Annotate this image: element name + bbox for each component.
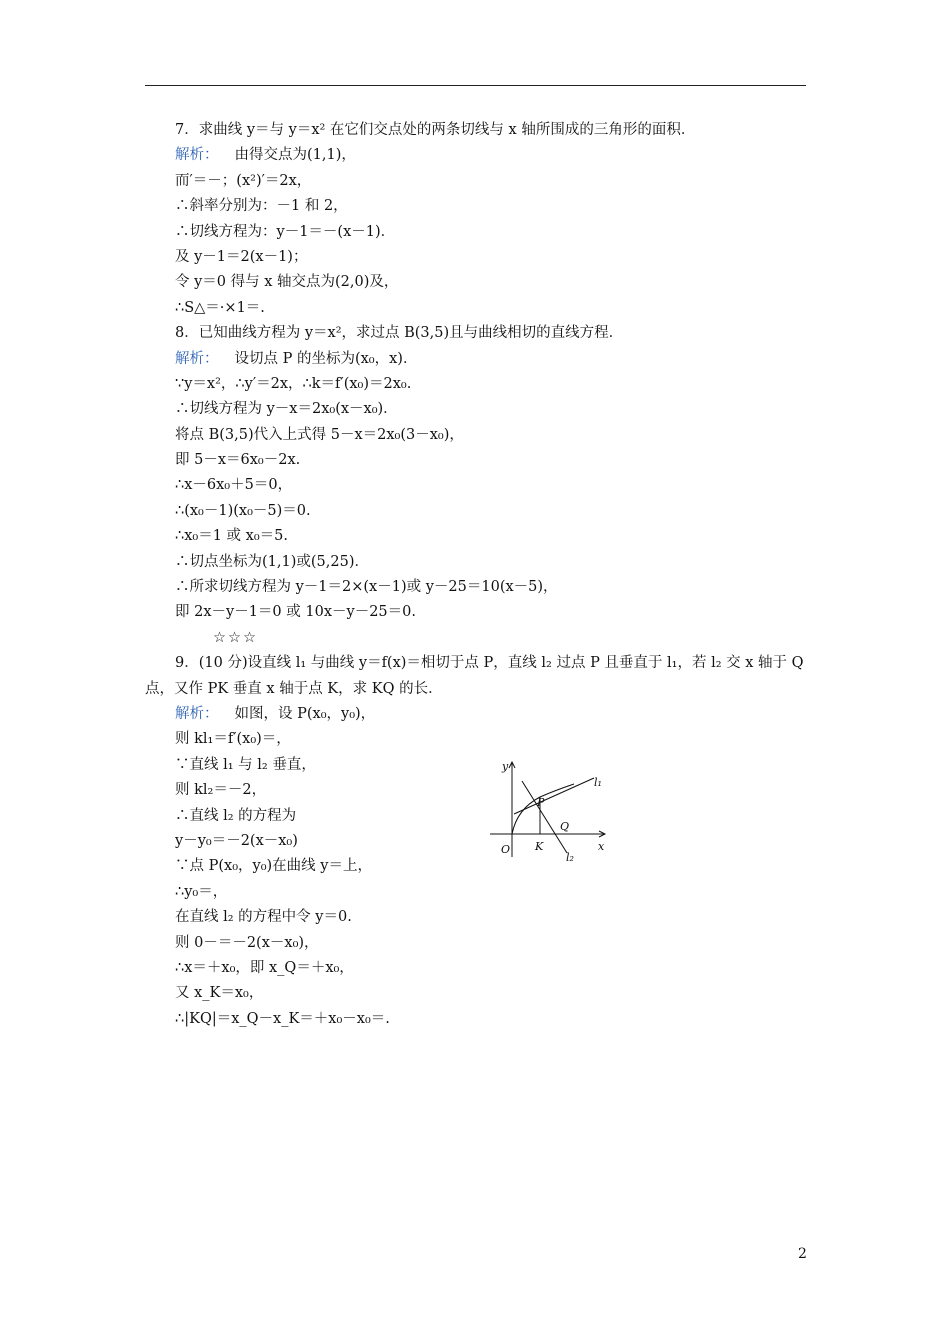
- page-number: 2: [798, 1246, 807, 1262]
- document-body: [145, 118, 815, 1032]
- label-x: x: [598, 840, 605, 853]
- q8-solution-first-text: 设切点 P 的坐标为(x₀，x)．: [234, 350, 418, 367]
- q8-solution-first: [145, 347, 815, 372]
- header-rule: [145, 85, 806, 86]
- q7-line: ∴斜率分别为：－1 和 2，: [175, 198, 348, 215]
- q8-line: 将点 B(3,5)代入上式得 5－x＝2x₀(3－x₀)，: [175, 426, 464, 443]
- q7-line: ∴S△＝·×1＝.: [175, 299, 265, 316]
- q7-line: 及 y－1＝2(x－1)；: [175, 248, 308, 265]
- q8-line: 即 2x－y－1＝0 或 10x－y－25＝0.: [175, 604, 416, 621]
- q8-line: ∵y＝x²，∴y′＝2x，∴k＝f′(x₀)＝2x₀.: [175, 375, 412, 392]
- q9-line: ∵点 P(x₀，y₀)在曲线 y＝上，: [175, 858, 372, 875]
- q9-solution-first: [145, 702, 815, 727]
- q8-line: ∴切点坐标为(1,1)或(5,25)．: [175, 553, 369, 570]
- q7-line: 令 y＝0 得与 x 轴交点为(2,0)及，: [175, 274, 399, 291]
- q9-line: 则 kl₂＝－2，: [175, 782, 267, 799]
- q7-line: ∴切线方程为：y－1＝－(x－1)．: [175, 223, 396, 240]
- q9-line: ∵直线 l₁ 与 l₂ 垂直，: [175, 756, 316, 773]
- q9-line: 在直线 l₂ 的方程中令 y＝0.: [175, 909, 352, 926]
- q9-solution-label: 解析：: [175, 706, 219, 723]
- q8-line: 即 5－x＝6x₀－2x.: [175, 452, 301, 469]
- q7-question: 7．求曲线 y＝与 y＝x² 在它们交点处的两条切线与 x 轴所围成的三角形的面积．: [175, 122, 696, 138]
- q9-line: 则 0－＝－2(x－x₀)，: [175, 934, 319, 951]
- q7-solution-first-text: 由得交点为(1,1)，: [234, 147, 356, 164]
- q9-line: ∴|KQ|＝x_Q－x_K＝＋x₀－x₀＝.: [175, 1010, 390, 1027]
- difficulty-stars: ☆☆☆: [213, 629, 258, 646]
- q8-question: 8．已知曲线方程为 y＝x²，求过点 B(3,5)且与曲线相切的直线方程．: [175, 325, 624, 342]
- label-p: P: [537, 796, 545, 809]
- q9-line: 则 kl₁＝f′(x₀)＝，: [175, 731, 291, 748]
- q8-solution-label: 解析：: [175, 350, 219, 367]
- q9-line: ∴直线 l₂ 的方程为: [175, 807, 297, 824]
- label-l2: l₂: [566, 851, 574, 864]
- q8-line: ∴(x₀－1)(x₀－5)＝0.: [175, 502, 311, 519]
- label-o: O: [501, 843, 511, 856]
- q7-solution-first: [145, 143, 815, 168]
- label-l1: l₁: [594, 776, 602, 789]
- q8-line: ∴切线方程为 y－x＝2x₀(x－x₀)．: [175, 401, 398, 418]
- tangent-diagram: [484, 757, 614, 865]
- label-y: y: [502, 760, 509, 773]
- tangent-line-l1: [514, 778, 594, 814]
- q9-question: 9．(10 分)设直线 l₁ 与曲线 y＝f(x)＝相切于点 P，直线 l₂ 过点 P 且垂直于 l₁，若 l₂ 交 x 轴于 Q 点，又作 PK 垂直 x 轴于点 K，求 KQ 的长．: [145, 655, 804, 697]
- q9-line: ∴x＝＋x₀，即 x_Q＝＋x₀，: [175, 959, 354, 976]
- q8-line: ∴x₀＝1 或 x₀＝5.: [175, 528, 288, 545]
- q9-line: 又 x_K＝x₀，: [175, 985, 264, 1002]
- q8-line: ∴x－6x₀＋5＝0，: [175, 477, 293, 494]
- q9-line: ∴y₀＝，: [175, 883, 228, 900]
- label-k: K: [535, 840, 544, 853]
- q7-line: 而′＝－；(x²)′＝2x，: [175, 172, 312, 189]
- q9-line: y－y₀＝－2(x－x₀): [175, 832, 298, 849]
- q9-solution-first-text: 如图，设 P(x₀，y₀)，: [234, 706, 376, 723]
- q8-line: ∴所求切线方程为 y－1＝2×(x－1)或 y－25＝10(x－5)，: [175, 579, 558, 596]
- q7-solution-label: 解析：: [175, 147, 219, 164]
- normal-line-l2: [522, 781, 570, 853]
- label-q: Q: [560, 820, 570, 833]
